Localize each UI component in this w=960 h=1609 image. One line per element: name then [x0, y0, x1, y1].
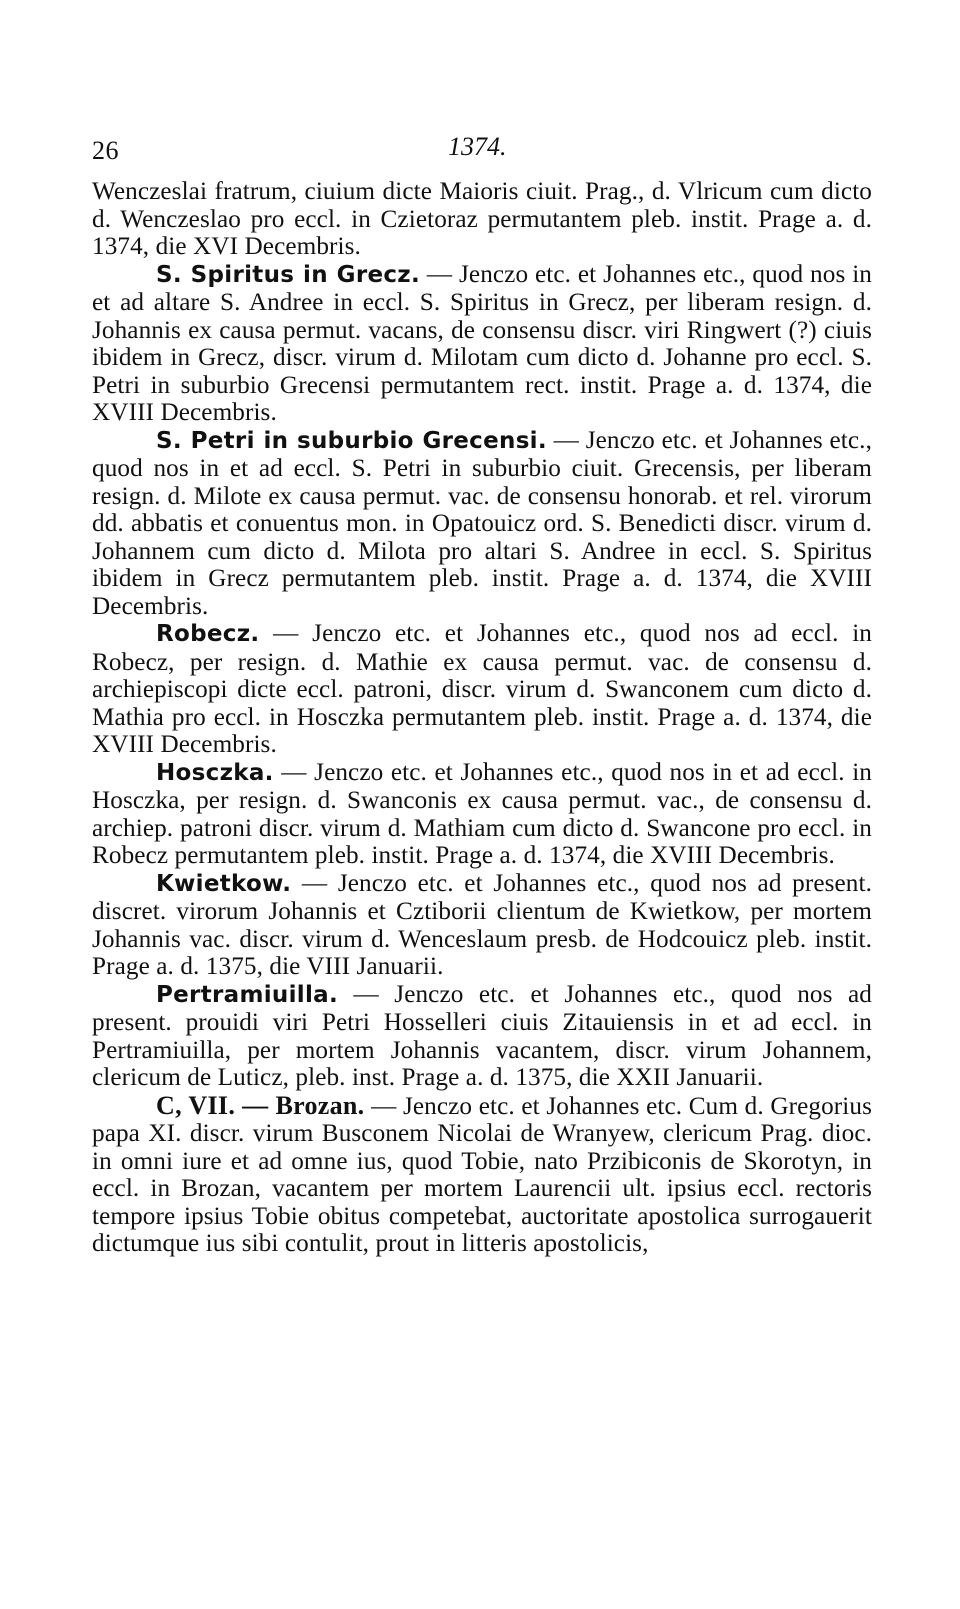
running-header	[92, 128, 872, 178]
entry-text: — Jenczo etc. et Johannes etc., quod nos ad eccl. in Robecz, per resign. d. Mathie ex causa permut. vac. de consensu d. archiepiscopi dicte eccl. patroni, discr. virum d. Swanconem cum dicto d. Mathia pro eccl. in Hosczka permutantem pleb. instit. Prage a. d. 1374, die XVIII Decembris.	[92, 620, 872, 758]
entry-continuation	[92, 178, 872, 261]
entry-heading: Kwietkow.	[156, 870, 292, 897]
entry-text: — Jenczo etc. et Johannes etc., quod nos ad present. discret. virorum Johannis et Cztiborii clientum de Kwietkow, per mortem Johannis vac. discr. virum d. Wenceslaum presb. de Hodcouicz pleb. instit. Prage a. d. 1375, die VIII Januarii.	[92, 869, 872, 980]
entry-heading: C, VII. — Brozan.	[156, 1090, 365, 1120]
page-number: 26	[92, 136, 119, 165]
entry-heading: Robecz.	[156, 621, 260, 647]
entry-hosczka	[92, 759, 872, 870]
entry-text: — Jenczo etc. et Johannes etc. Cum d. Gregorius papa XI. discr. virum Busconem Nicolai de Wranyew, clericum Prag. dioc. in omni iure et ad omne ius, quod Tobie, nato Przibiconis de Skorotyn, in eccl. in Brozan, vacantem per mortem Laurencii ult. ipsius eccl. rectoris tempore ipsius Tobie obitus competebat, auctoritate apostolica surrogauerit dictumque ius sibi contulit, prout in litteris apostolicis,	[92, 1092, 872, 1257]
entry-robecz	[92, 620, 872, 759]
entry-text: — Jenczo etc. et Johannes etc., quod nos in et ad eccl. in Hosczka, per resign. d. Swanconis ex causa permut. vac., de consensu d. archiep. patroni discr. virum d. Mathiam cum dicto d. Swancone pro eccl. in Robecz permutantem pleb. instit. Prage a. d. 1374, die XVIII Decembris.	[92, 758, 872, 869]
entry-text: Wenczeslai fratrum, ciuium dicte Maioris ciuit. Prag., d. Vlricum cum dicto d. Wenczeslao pro eccl. in Czietoraz permutantem pleb. instit. Prage a. d. 1374, die XVI Decembris.	[92, 178, 872, 260]
entry-text: — Jenczo etc. et Johannes etc., quod nos in et ad eccl. S. Petri in suburbio ciuit. Grecensis, per liberam resign. d. Milote ex causa permut. vac. de consensu honorab. et rel. virorum dd. abbatis et conuentus mon. in Opatouicz ord. S. Benedicti discr. virum d. Johannem cum dicto d. Milota pro altari S. Andree in eccl. S. Spiritus ibidem in Grecz permutantem pleb. instit. Prage a. d. 1374, die XVIII Decembris.	[92, 426, 872, 620]
entry-s-petri-in-suburbio-grecensi	[92, 427, 872, 621]
entry-heading: Hosczka.	[156, 759, 274, 786]
entry-heading: S. Spiritus in Grecz.	[156, 261, 421, 288]
document-body	[92, 178, 872, 1258]
running-title-year: 1374.	[448, 132, 507, 161]
entry-text: — Jenczo etc. et Johannes etc., quod nos ad present. prouidi viri Petri Hosselleri ciuis Zitauiensis in et ad eccl. in Pertramiuilla, per mortem Johannis vacantem, discr. virum Johannem, clericum de Luticz, pleb. inst. Prage a. d. 1375, die XXII Januarii.	[92, 980, 872, 1091]
entry-s-spiritus-in-grecz	[92, 261, 872, 427]
entry-pertramiuilla	[92, 981, 872, 1092]
entry-brozan	[92, 1092, 872, 1258]
entry-kwietkow	[92, 870, 872, 981]
document-page	[92, 128, 872, 1258]
entry-heading: S. Petri in suburbio Grecensi.	[156, 427, 547, 454]
entry-heading: Pertramiuilla.	[156, 981, 338, 1008]
entry-text: — Jenczo etc. et Johannes etc., quod nos in et ad altare S. Andree in eccl. S. Spiritus in Grecz, per liberam resign. d. Johannis ex causa permut. vacans, de consensu discr. viri Ringwert (?) ciuis ibidem in Grecz, discr. virum d. Milotam cum dicto d. Johanne pro eccl. S. Petri in suburbio Grecensi permutantem rect. instit. Prage a. d. 1374, die XVIII Decembris.	[92, 260, 872, 426]
